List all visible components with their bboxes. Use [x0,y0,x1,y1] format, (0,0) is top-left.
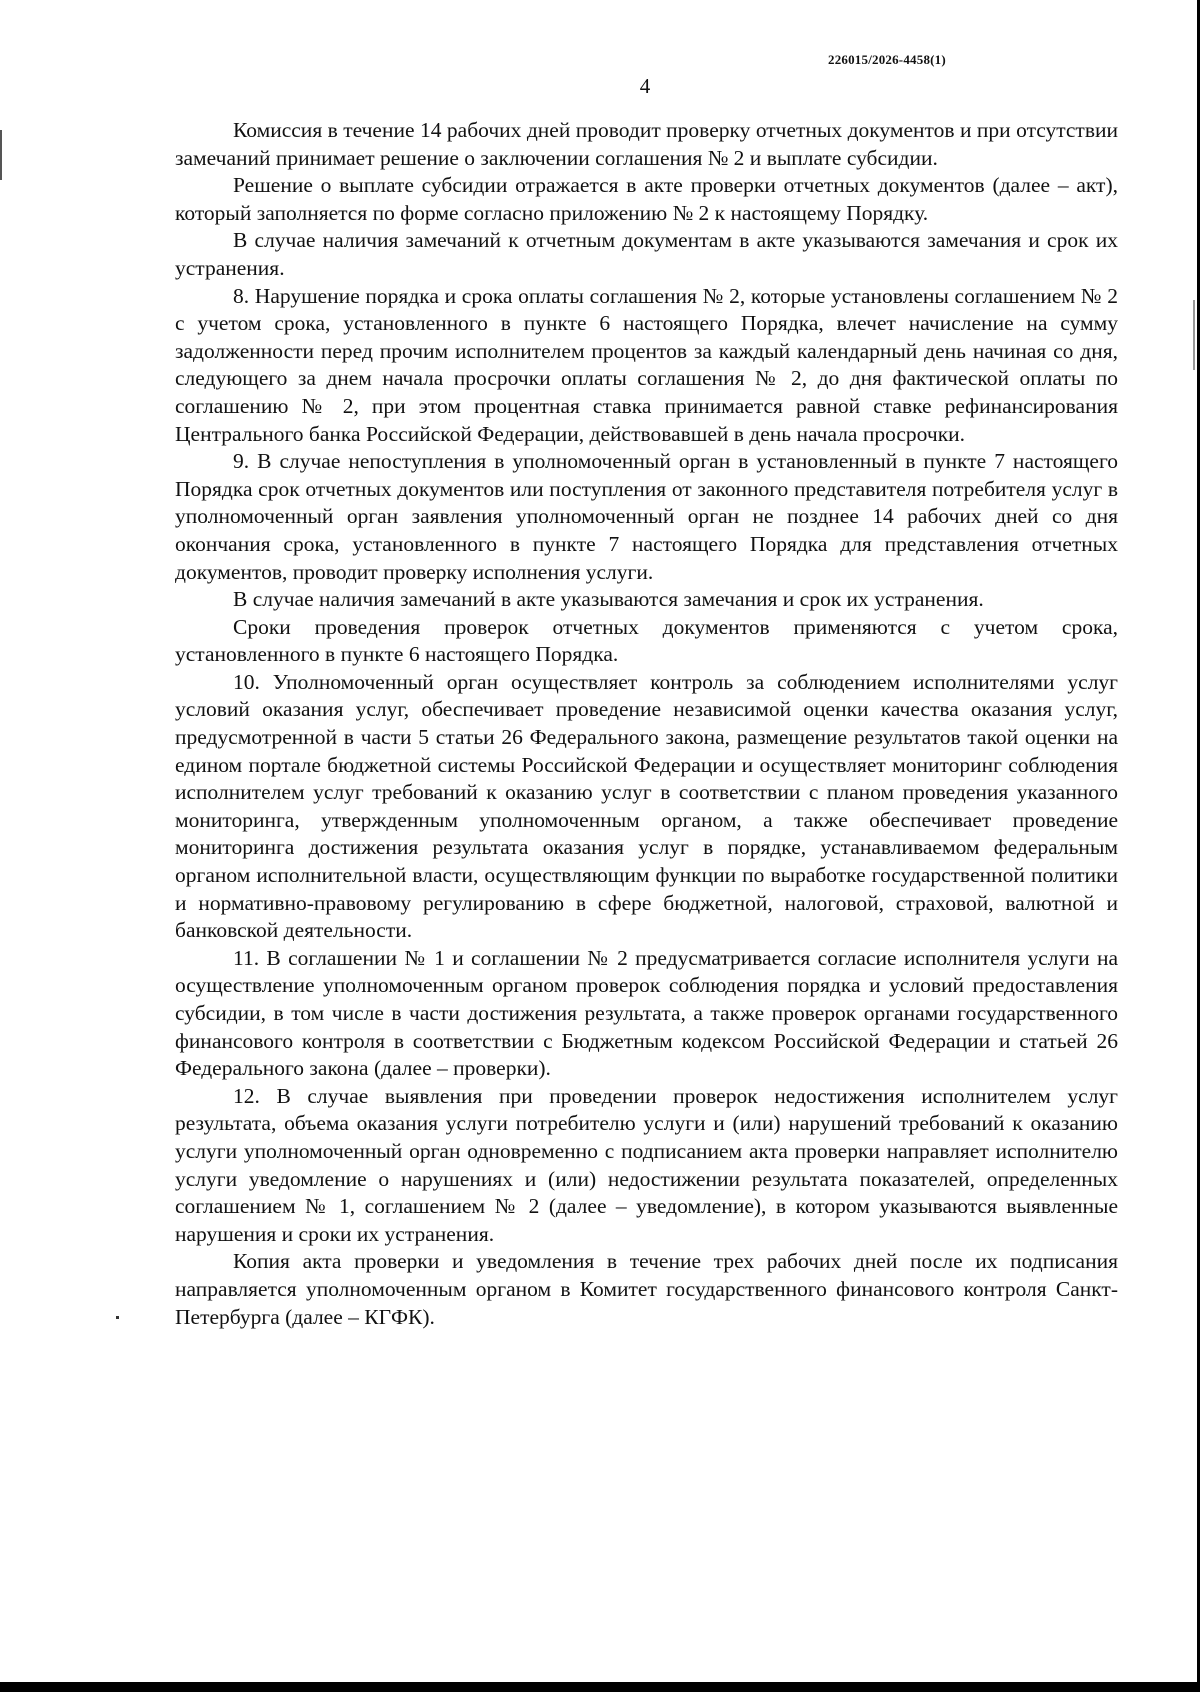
paragraph-subsidy-decision: Решение о выплате субсидии отражается в акте проверки отчетных документов (далее – акт), который заполняется по форме согласно приложению № 2 к настоящему Порядку. [175,173,1118,225]
page-number: 4 [639,74,651,98]
paragraph-item-10: 10. Уполномоченный орган осуществляет контроль за соблюдением исполнителями услуг условий оказания услуг, обеспечивает проведение независимой оценки качества оказания услуг, предусмотренной в части 5 статьи 26 Федерального закона, размещение результатов такой оценки на едином портале бюджетной системы Российской Федерации и осуществляет мониторинг соблюдения исполнителем услуг требований к оказанию услуг в соответствии с планом проведения указанного мониторинга, утвержденным уполномоченным органом, а также обеспечивает проведение мониторинга достижения результата оказания услуг в порядке, устанавливаемом федеральным органом исполнительной власти, осуществляющим функции по выработке государственной политики и нормативно-правовому регулированию в сфере бюджетной, налоговой, страховой, валютной и банковской деятельности. [175,669,1118,943]
paragraph-item-12: 12. В случае выявления при проведении проверок недостижения исполнителем услуг результата, объема оказания услуги потребителю услуги и (или) нарушений требований к оказанию услуги уполномоченный орган одновременно с подписанием акта проверки направляет исполнителю услуги уведомление о нарушениях и (или) недостижении результата показателей, определенных соглашением № 1, соглашением № 2 (далее – уведомление), в котором указываются выявленные нарушения и сроки их устранения. [175,1083,1118,1246]
scan-border-bottom [0,1682,1200,1692]
paragraph-item-11: 11. В соглашении № 1 и соглашении № 2 предусматривается согласие исполнителя услуги на осуществление уполномоченным органом проверок соблюдения порядка и условий предоставления субсидии, в том числе в части достижения результата, а также проверок органами государственного финансового контроля в соответствии с Бюджетным кодексом Российской Федерации и статьей 26 Федерального закона (далее – проверки). [175,945,1118,1081]
scan-artifact-dot [116,1316,119,1319]
paragraph-act-copy: Копия акта проверки и уведомления в течение трех рабочих дней после их подписания направляется уполномоченным органом в Комитет государственного финансового контроля Санкт-Петербурга (далее – КГФК). [175,1249,1118,1329]
paragraph-remarks-act: В случае наличия замечаний в акте указываются замечания и срок их устранения. [233,587,984,612]
paragraph-item-8: 8. Нарушение порядка и срока оплаты соглашения № 2, которые установлены соглашением № 2 с учетом срока, установленного в пункте 6 настоящего Порядка, влечет начисление на сумму задолженности перед прочим исполнителем процентов за каждый календарный день начиная со дня, следующего за днем начала просрочки оплаты соглашения № 2, до дня фактической оплаты по соглашению № 2, при этом процентная ставка принимается равной ставке рефинансирования Центрального банка Российской Федерации, действовавшей в день начала просрочки. [175,283,1118,446]
paragraph-remarks: В случае наличия замечаний к отчетным документам в акте указываются замечания и срок их устранения. [175,228,1118,280]
document-registration-number: 226015/2026-4458(1) [828,52,946,67]
document-body [175,117,1118,1331]
paragraph-commission-review: Комиссия в течение 14 рабочих дней проводит проверку отчетных документов и при отсутствии замечаний принимает решение о заключении соглашения № 2 и выплате субсидии. [175,118,1118,170]
paragraph-review-terms: Сроки проведения проверок отчетных документов применяются с учетом срока, установленного в пункте 6 настоящего Порядка. [175,614,1118,667]
scan-artifact-right [1193,300,1195,370]
scan-artifact-left [0,130,2,180]
paragraph-item-9: 9. В случае непоступления в уполномоченный орган в установленный в пункте 7 настоящего Порядка срок отчетных документов или поступления от законного представителя потребителя услуг в уполномоченный орган заявления уполномоченный орган не позднее 14 рабочих дней со дня окончания срока, установленного в пункте 7 настоящего Порядка для представления отчетных документов, проводит проверку исполнения услуги. [175,449,1118,584]
